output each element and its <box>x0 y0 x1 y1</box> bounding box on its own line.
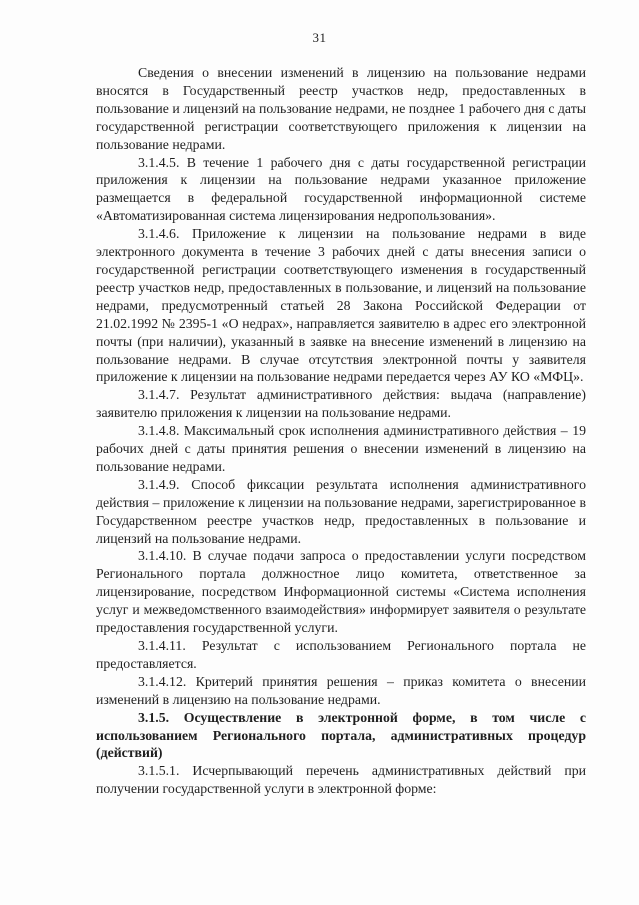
paragraph-3-1-4-9: 3.1.4.9. Способ фиксации результата исполнения административного действия – приложение к лицензии на пользование недрами, зарегистрированное в Государственном реестре участков недр, предоставленных в пользование и лицензий на пользование недрами. <box>96 476 586 546</box>
paragraph-3-1-4-12: 3.1.4.12. Критерий принятия решения – приказ комитета о внесении изменений в лицензию на пользование недрами. <box>96 673 586 707</box>
paragraph-3-1-4-11: 3.1.4.11. Результат с использованием Регионального портала не предоставляется. <box>96 638 586 671</box>
document-body <box>96 64 586 798</box>
paragraph-3-1-5-1: 3.1.5.1. Исчерпывающий перечень административных действий при получении государственной услуги в электронной форме: <box>96 763 586 797</box>
page-number: 31 <box>312 30 327 45</box>
paragraph-3-1-4-10: 3.1.4.10. В случае подачи запроса о предоставлении услуги посредством Регионального портала должностное лицо комитета, ответственное за лицензирование, посредством Информационной системы «Система исполнения услуг и межведомственного взаимодействия» информирует заявителя о результате предоставления государственной услуги. <box>96 548 586 636</box>
paragraph-license-change-info: Сведения о внесении изменений в лицензию на пользование недрами вносятся в Государственный реестр участков недр, предоставленных в пользование и лицензий на пользование недрами, не позднее 1 рабочего дня с даты государственной регистрации соответствующего приложения к лицензии на пользование недрами. <box>96 65 586 152</box>
paragraph-3-1-4-8: 3.1.4.8. Максимальный срок исполнения административного действия – 19 рабочих дней с даты принятия решения о внесении изменений в лицензию на пользование недрами. <box>96 423 586 474</box>
section-heading-3-1-5: 3.1.5. Осуществление в электронной форме, в том числе с использованием Регионального портала, административных процедур (действий) <box>96 709 586 761</box>
paragraph-3-1-4-7: 3.1.4.7. Результат административного действия: выдача (направление) заявителю приложения к лицензии на пользование недрами. <box>96 387 586 421</box>
paragraph-3-1-4-6: 3.1.4.6. Приложение к лицензии на пользование недрами в виде электронного документа в течение 3 рабочих дней с даты внесения записи о государственной регистрации соответствующего изменения в государственный реестр участков недр, предоставленных в пользование, и лицензий на пользование недрами, предусмотренный статьей 28 Закона Российской Федерации от 21.02.1992 № 2395-1 «О недрах», направляется заявителю в адрес его электронной почты (при наличии), указанный в заявке на внесение изменений в лицензию на пользование недрами. В случае отсутствия электронной почты у заявителя приложение к лицензии на пользование недрами передается через АУ КО «МФЦ». <box>96 226 586 385</box>
paragraph-3-1-4-5: 3.1.4.5. В течение 1 рабочего дня с даты государственной регистрации приложения к лицензии на пользование недрами указанное приложение размещается в федеральной государственной информационной системе «Автоматизированная система лицензирования недропользования». <box>96 154 586 224</box>
